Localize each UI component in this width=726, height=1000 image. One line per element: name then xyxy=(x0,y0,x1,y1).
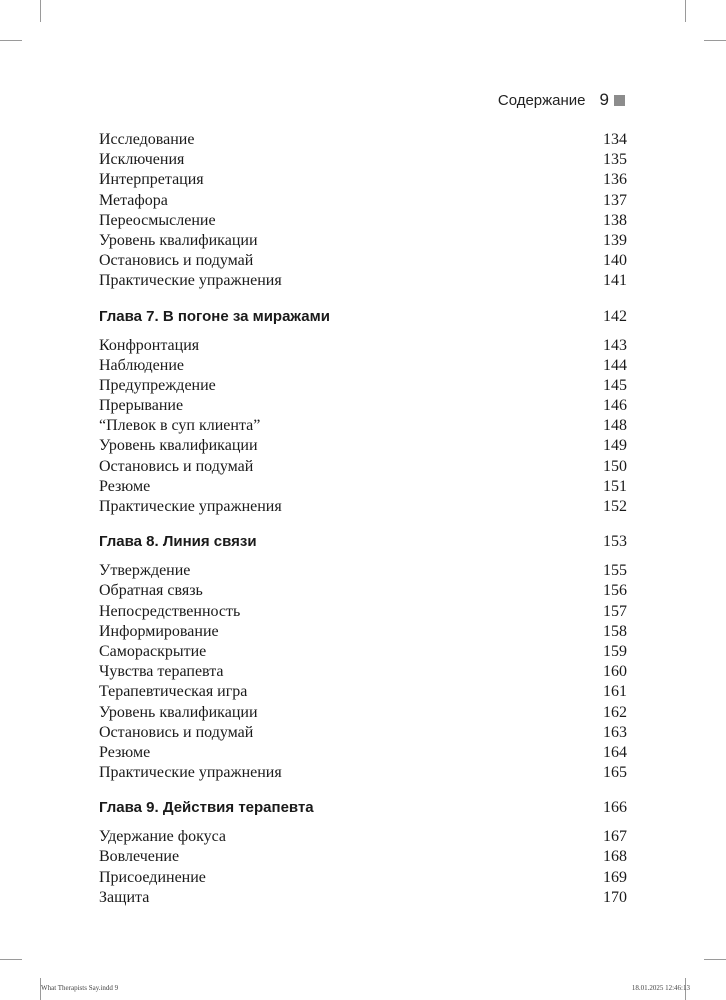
entry-title: Предупреждение xyxy=(99,376,216,394)
entry-page-number: 139 xyxy=(603,231,627,249)
entry-page-number: 163 xyxy=(603,723,627,741)
toc-entry xyxy=(99,356,627,376)
entry-page-number: 136 xyxy=(603,171,627,189)
crop-mark xyxy=(0,959,22,960)
entry-title: Присоединение xyxy=(99,868,206,886)
entry-page-number: 150 xyxy=(603,457,627,475)
toc-entry xyxy=(99,602,627,622)
entry-title: Самораскрытие xyxy=(99,642,207,660)
toc-entry xyxy=(99,477,627,497)
entry-title: “Плевок в суп клиента” xyxy=(99,417,261,435)
toc-entry xyxy=(99,561,627,581)
entry-title: Информирование xyxy=(99,622,219,640)
toc-entry xyxy=(99,457,627,477)
crop-mark xyxy=(704,959,726,960)
entry-title: Защита xyxy=(99,888,150,906)
toc-entry xyxy=(99,497,627,517)
toc-entry xyxy=(99,211,627,231)
entry-page-number: 157 xyxy=(603,602,627,620)
crop-mark xyxy=(704,40,726,41)
toc-entry xyxy=(99,150,627,170)
toc-entry xyxy=(99,662,627,682)
entry-title: Обратная связь xyxy=(99,582,203,600)
entry-page-number: 161 xyxy=(603,683,627,701)
running-header xyxy=(498,90,625,110)
entry-page-number: 165 xyxy=(603,764,627,782)
entry-title: Исключения xyxy=(99,151,185,169)
toc-entry xyxy=(99,763,627,783)
entry-page-number: 149 xyxy=(603,437,627,455)
entry-page-number: 166 xyxy=(603,799,627,817)
toc-chapter-entry xyxy=(99,797,627,819)
header-title: Содержание xyxy=(497,91,586,109)
square-marker-icon xyxy=(614,95,625,106)
toc-entry xyxy=(99,827,627,847)
entry-page-number: 145 xyxy=(603,376,627,394)
toc-chapter-entry xyxy=(99,306,627,328)
chapter-title: Глава 9. Действия терапевта xyxy=(99,799,314,817)
toc-entry xyxy=(99,271,627,291)
crop-mark xyxy=(685,0,686,22)
entry-page-number: 143 xyxy=(603,336,627,354)
table-of-contents xyxy=(99,130,627,908)
entry-title: Остановись и подумай xyxy=(99,723,254,741)
entry-page-number: 134 xyxy=(603,131,627,148)
toc-entry xyxy=(99,396,627,416)
page-number: 9 xyxy=(599,90,609,109)
toc-entry xyxy=(99,231,627,251)
toc-entry xyxy=(99,868,627,888)
entry-title: Уровень квалификации xyxy=(99,231,258,249)
entry-title: Остановись и подумай xyxy=(99,252,254,270)
entry-page-number: 148 xyxy=(603,417,627,435)
entry-title: Переосмысление xyxy=(99,211,216,229)
entry-title: Терапевтическая игра xyxy=(99,683,248,701)
toc-entry xyxy=(99,416,627,436)
entry-page-number: 138 xyxy=(603,211,627,229)
entry-title: Прерывание xyxy=(99,397,184,415)
entry-page-number: 153 xyxy=(603,533,627,551)
toc-entry xyxy=(99,436,627,456)
entry-page-number: 168 xyxy=(603,848,627,866)
entry-page-number: 160 xyxy=(603,663,627,681)
toc-entry xyxy=(99,888,627,908)
entry-title: Интерпретация xyxy=(99,171,204,189)
entry-page-number: 167 xyxy=(603,828,627,846)
entry-title: Вовлечение xyxy=(99,848,180,866)
entry-page-number: 140 xyxy=(603,252,627,270)
entry-title: Практические упражнения xyxy=(99,272,282,290)
entry-title: Наблюдение xyxy=(99,356,184,374)
entry-page-number: 169 xyxy=(603,868,627,886)
toc-entry xyxy=(99,191,627,211)
crop-mark xyxy=(0,40,22,41)
toc-entry xyxy=(99,622,627,642)
toc-entry xyxy=(99,581,627,601)
entry-page-number: 152 xyxy=(603,498,627,515)
chapter-title: Глава 7. В погоне за миражами xyxy=(99,307,330,325)
toc-entry xyxy=(99,336,627,356)
entry-title: Практические упражнения xyxy=(99,764,282,782)
entry-page-number: 170 xyxy=(603,888,627,906)
entry-title: Метафора xyxy=(99,191,168,209)
chapter-title: Глава 8. Линия связи xyxy=(99,533,257,551)
entry-title: Конфронтация xyxy=(99,336,200,354)
entry-page-number: 159 xyxy=(603,642,627,660)
entry-title: Утверждение xyxy=(99,562,191,580)
toc-entry xyxy=(99,703,627,723)
entry-title: Остановись и подумай xyxy=(99,457,254,475)
entry-page-number: 137 xyxy=(603,191,627,209)
entry-title: Резюме xyxy=(99,477,151,495)
entry-page-number: 162 xyxy=(603,703,627,721)
entry-page-number: 158 xyxy=(603,622,627,640)
entry-page-number: 146 xyxy=(603,397,627,415)
entry-page-number: 151 xyxy=(603,477,627,495)
entry-page-number: 164 xyxy=(603,743,627,761)
toc-entry xyxy=(99,130,627,150)
toc-entry xyxy=(99,743,627,763)
entry-page-number: 155 xyxy=(603,562,627,580)
toc-entry xyxy=(99,251,627,271)
entry-page-number: 135 xyxy=(603,151,627,169)
file-info: What Therapists Say.indd 9 xyxy=(41,984,119,992)
entry-page-number: 142 xyxy=(603,307,627,325)
toc-entry xyxy=(99,723,627,743)
entry-title: Уровень квалификации xyxy=(99,703,258,721)
print-timestamp: 18.01.2025 12:46:13 xyxy=(631,984,690,992)
entry-title: Непосредственность xyxy=(99,602,241,620)
toc-entry xyxy=(99,847,627,867)
entry-page-number: 156 xyxy=(603,582,627,600)
entry-page-number: 141 xyxy=(603,272,627,290)
entry-title: Удержание фокуса xyxy=(99,828,227,846)
toc-chapter-entry xyxy=(99,531,627,553)
toc-entry xyxy=(99,376,627,396)
entry-title: Практические упражнения xyxy=(99,498,282,515)
crop-mark xyxy=(40,0,41,22)
entry-title: Резюме xyxy=(99,743,151,761)
entry-title: Уровень квалификации xyxy=(99,437,258,455)
toc-entry xyxy=(99,642,627,662)
entry-page-number: 144 xyxy=(603,356,627,374)
toc-entry xyxy=(99,682,627,702)
entry-title: Исследование xyxy=(99,131,195,148)
toc-entry xyxy=(99,170,627,190)
entry-title: Чувства терапевта xyxy=(99,663,224,681)
